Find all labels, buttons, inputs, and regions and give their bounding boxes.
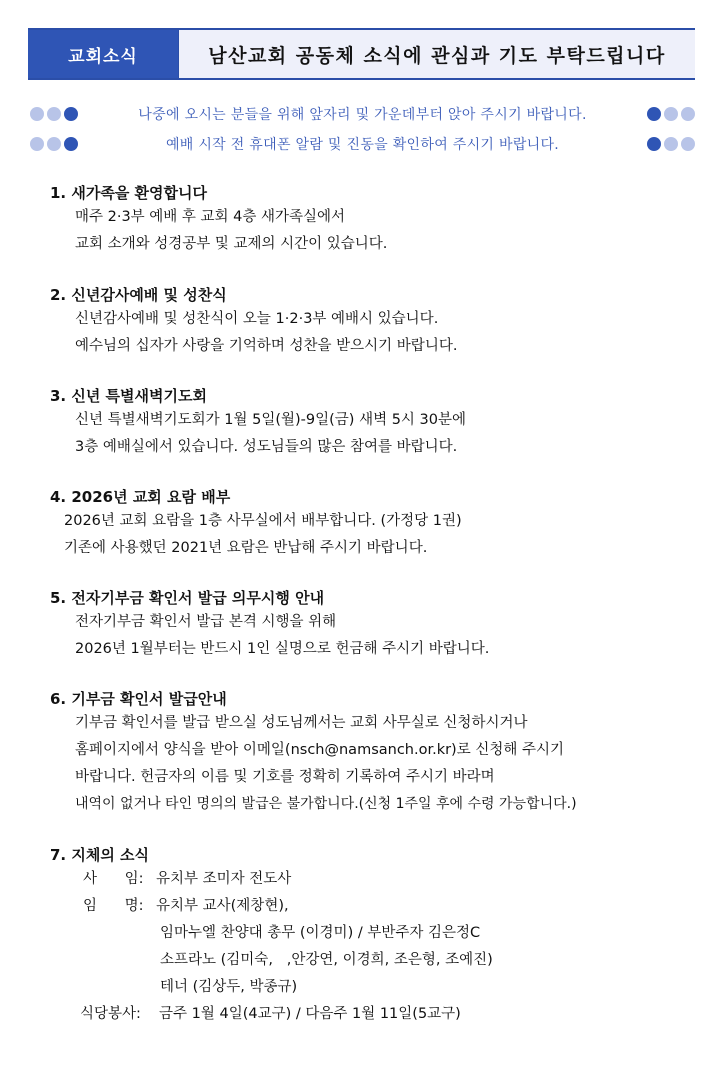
item-line: 홈페이지에서 양식을 받아 이메일(nsch@namsanch.or.kr)로 신청해 주시기 (75, 742, 564, 758)
item-heading: 1. 새가족을 환영합니다 (50, 184, 207, 202)
item-heading: 2. 신년감사예배 및 성찬식 (50, 286, 227, 304)
dots-left-icon (30, 137, 85, 151)
kitchen-row (50, 1001, 700, 1028)
item-dawn-prayer (50, 385, 700, 461)
resign-row (50, 866, 700, 893)
resign-label: 사 임: (83, 871, 144, 887)
item-line: 바랍니다. 헌금자의 이름 및 기호를 정확히 기록하여 주시기 바라며 (75, 769, 495, 785)
kitchen-value: 금주 1월 4일(4교구) / 다음주 1월 11일(5교구) (159, 1006, 461, 1022)
appoint-extra: 소프라노 (김미숙, ,안강연, 이경희, 조은형, 조예진) (160, 952, 493, 968)
item-member-news (50, 844, 700, 1028)
dots-right-icon (640, 137, 695, 151)
item-line: 매주 2·3부 예배 후 교회 4층 새가족실에서 (75, 209, 346, 225)
item-donation-receipt (50, 688, 700, 818)
section-tag: 교회소식 (28, 30, 178, 78)
item-line: 기부금 확인서를 발급 받으실 성도님께서는 교회 사무실로 신청하시거나 (75, 715, 528, 731)
notice-text: 예배 시작 전 휴대폰 알람 및 진동을 확인하여 주시기 바랍니다. (165, 137, 560, 153)
appoint-label: 임 명: (83, 898, 144, 914)
item-heading: 6. 기부금 확인서 발급안내 (50, 690, 227, 708)
item-heading: 7. 지체의 소식 (50, 846, 150, 864)
page-header (28, 28, 695, 80)
item-heading: 3. 신년 특별새벽기도회 (50, 387, 207, 405)
item-line: 2026년 교회 요람을 1층 사무실에서 배부합니다. (가정당 1권) (64, 513, 462, 529)
item-electronic-receipt (50, 587, 700, 663)
item-new-family (50, 182, 700, 258)
appoint-extra: 테너 (김상두, 박종규) (160, 979, 298, 995)
kitchen-label: 식당봉사: (80, 1006, 141, 1022)
notice-2 (30, 132, 695, 156)
item-heading: 4. 2026년 교회 요람 배부 (50, 488, 231, 506)
item-line: 3층 예배실에서 있습니다. 성도님들의 많은 참여를 바랍니다. (75, 439, 458, 455)
item-line: 예수님의 십자가 사랑을 기억하며 성찬을 받으시기 바랍니다. (75, 338, 458, 354)
item-line: 전자기부금 확인서 발급 본격 시행을 위해 (75, 614, 337, 630)
item-line: 내역이 없거나 타인 명의의 발급은 불가합니다.(신청 1주일 후에 수령 가능합니다.) (75, 796, 577, 812)
appoint-extra: 임마누엘 찬양대 총무 (이경미) / 부반주자 김은정C (160, 925, 481, 941)
item-new-year-service (50, 284, 700, 360)
resign-value: 유치부 조미자 전도사 (156, 871, 292, 887)
appoint-value: 유치부 교사(제창현), (156, 898, 289, 914)
appoint-row (50, 893, 700, 920)
item-line: 신년 특별새벽기도회가 1월 5일(월)-9일(금) 새벽 5시 30분에 (75, 412, 467, 428)
item-heading: 5. 전자기부금 확인서 발급 의무시행 안내 (50, 589, 325, 607)
notice-1 (30, 102, 695, 126)
dots-right-icon (640, 107, 695, 121)
item-line: 신년감사예배 및 성찬식이 오늘 1·2·3부 예배시 있습니다. (75, 311, 439, 327)
item-line: 기존에 사용했던 2021년 요람은 반납해 주시기 바랍니다. (64, 540, 428, 556)
item-church-handbook (50, 486, 700, 562)
dots-left-icon (30, 107, 85, 121)
page-title: 남산교회 공동체 소식에 관심과 기도 부탁드립니다 (178, 30, 695, 78)
item-line: 교회 소개와 성경공부 및 교제의 시간이 있습니다. (75, 236, 388, 252)
notice-text: 나중에 오시는 분들을 위해 앞자리 및 가운데부터 앉아 주시기 바랍니다. (138, 107, 587, 123)
item-line: 2026년 1월부터는 반드시 1인 실명으로 헌금해 주시기 바랍니다. (75, 641, 490, 657)
